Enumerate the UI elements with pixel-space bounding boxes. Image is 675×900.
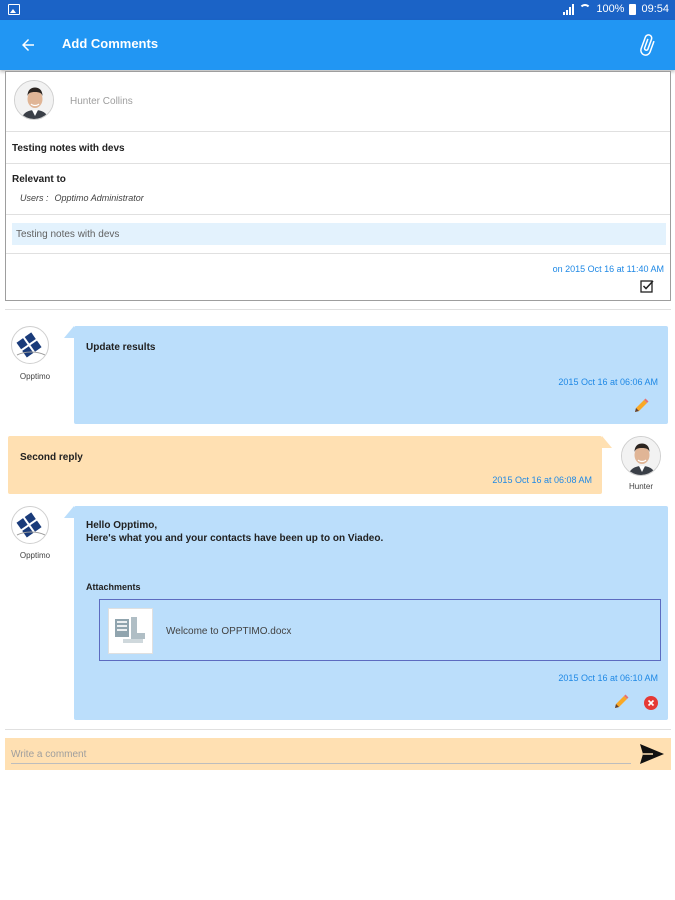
divider [6, 214, 670, 215]
attach-button[interactable] [635, 32, 659, 58]
note-subject: Testing notes with devs [12, 143, 125, 154]
comment-timestamp: 2015 Oct 16 at 06:10 AM [558, 673, 658, 683]
paperclip-icon [635, 32, 659, 58]
send-button[interactable] [639, 742, 665, 766]
users-label: Users : [20, 193, 49, 203]
send-icon [639, 742, 665, 766]
status-indicators [563, 3, 669, 15]
comment-text-line-2: Here's what you and your contacts have been up to on Viadeo. [86, 533, 384, 544]
checkbox-checked-icon [640, 279, 654, 293]
opptimo-logo-avatar [11, 506, 49, 544]
comment-text-line-1: Hello Opptimo, [86, 520, 158, 531]
comment-sender: Hunter [628, 482, 653, 491]
delete-comment-button[interactable] [644, 696, 658, 710]
divider [6, 253, 670, 254]
comment-sender: Opptimo [19, 372, 51, 381]
comment-text: Second reply [20, 452, 83, 463]
clock: 09:54 [641, 3, 669, 15]
avatar [621, 436, 661, 476]
back-button[interactable] [16, 33, 40, 57]
users-value: Opptimo Administrator [54, 193, 144, 203]
comment-sender: Opptimo [19, 551, 51, 560]
opptimo-logo-icon [12, 327, 49, 364]
bubble-tail [64, 326, 74, 338]
divider [5, 729, 671, 730]
edit-comment-button[interactable] [612, 693, 630, 711]
comment-composer [5, 738, 671, 770]
comment-bubble [74, 326, 668, 424]
note-author-name: Hunter Collins [70, 96, 133, 107]
battery-percent: 100% [596, 3, 625, 15]
divider [5, 309, 671, 310]
reply-bubble [8, 436, 602, 494]
comment-timestamp: 2015 Oct 16 at 06:08 AM [492, 475, 592, 485]
attachment-filename: Welcome to OPPTIMO.docx [166, 626, 292, 637]
pencil-icon [632, 397, 650, 415]
status-bar [0, 0, 675, 20]
opptimo-logo-icon [12, 507, 49, 544]
note-author-row [6, 72, 670, 132]
wifi-icon [579, 4, 591, 14]
bubble-tail [602, 436, 612, 448]
person-photo-icon [15, 81, 54, 120]
divider [6, 163, 670, 164]
comment-input[interactable] [11, 746, 631, 764]
relevant-users [20, 193, 150, 203]
note-timestamp: on 2015 Oct 16 at 11:40 AM [552, 264, 664, 274]
mark-done-button[interactable] [640, 279, 654, 293]
arrow-left-icon [19, 36, 37, 54]
comment-text: Update results [86, 342, 156, 353]
attachment-item[interactable] [99, 599, 661, 661]
signal-icon [563, 4, 574, 15]
battery-icon [629, 4, 636, 15]
app-bar [0, 20, 675, 70]
opptimo-logo-avatar [11, 326, 49, 364]
close-circle-icon [644, 696, 658, 710]
comment-bubble [74, 506, 668, 720]
pencil-icon [612, 693, 630, 711]
document-thumbnail [108, 608, 153, 654]
document-icon [109, 609, 152, 653]
note-card [5, 71, 671, 301]
bubble-tail [64, 506, 74, 518]
edit-comment-button[interactable] [632, 397, 650, 415]
gallery-icon [8, 4, 20, 15]
note-body: Testing notes with devs [12, 223, 666, 245]
relevant-to-label: Relevant to [12, 174, 66, 185]
comment-timestamp: 2015 Oct 16 at 06:06 AM [558, 377, 658, 387]
avatar [14, 80, 54, 120]
attachments-label: Attachments [86, 582, 141, 592]
page-title: Add Comments [62, 36, 159, 51]
person-photo-icon [622, 437, 661, 476]
